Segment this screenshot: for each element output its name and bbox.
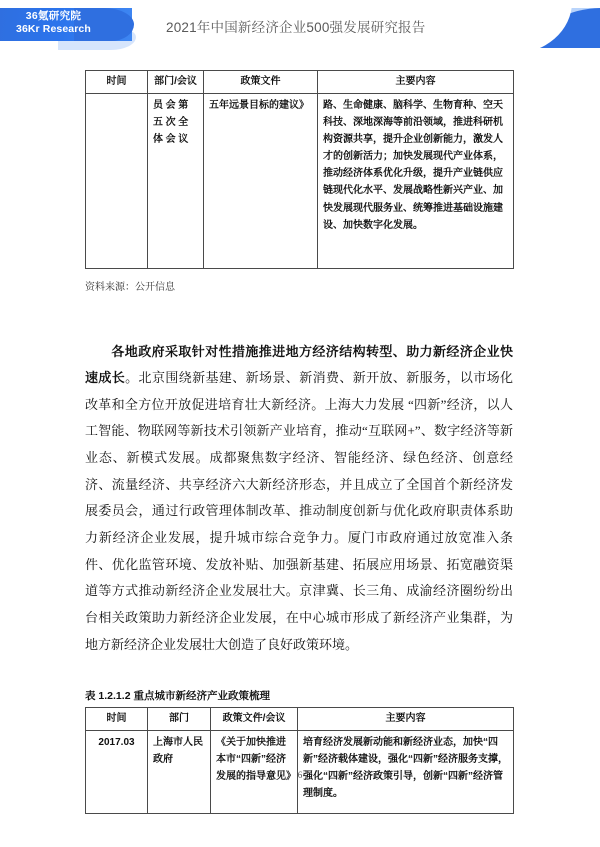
cell-department: 上海市人民政府 (148, 730, 211, 813)
table-row (86, 93, 514, 268)
table-header-row (86, 708, 514, 731)
cell-content: 路、生命健康、脑科学、生物育种、空天科技、深地深海等前沿领域，推进科研机构资源共享，提升企业创新能力，激发人才的创新活力；加快发展现代产业体系，推动经济体系优化升级，提升产业链供应链现代化水平、发展战略性新兴产业、加快发展现代服务业、统筹推进基础设施建设、加快数字化发展。 (318, 93, 514, 268)
page-number: 6 (297, 770, 303, 780)
page-header (0, 0, 600, 52)
content-column (85, 52, 513, 814)
table-caption (85, 688, 513, 703)
column-header-document: 政策文件/会议 (211, 708, 298, 731)
header-arrow-decoration (538, 6, 600, 50)
column-header-time: 时间 (86, 71, 148, 94)
source-note: 资料来源：公开信息 (85, 281, 175, 293)
table-header-row (86, 71, 514, 94)
table-caption-text: 重点城市新经济产业政策梳理 (133, 690, 271, 703)
column-header-department: 部门 (148, 708, 211, 731)
brand-logo (16, 10, 91, 36)
brand-logo-en: 36Kr Research (16, 22, 91, 35)
document-body (0, 52, 600, 814)
continued-policy-table (85, 70, 514, 269)
cell-time: 2017.03 (86, 730, 148, 813)
table-caption-number: 表 1.2.1.2 (85, 690, 131, 703)
paragraph-lead-bold: 各地政府采取针对性措施推进地方经济结构转型、助力新经济企业快速成长 (85, 343, 513, 386)
cell-content: 培育经济发展新动能和新经济业态，加快“四新”经济载体建设，强化“四新”经济服务支撑，强化“四新”经济政策引导，创新“四新”经济管理制度。 (298, 730, 514, 813)
city-policy-table (85, 707, 514, 814)
main-paragraph (85, 339, 513, 659)
brand-logo-cn: 36氪研究院 (25, 10, 82, 22)
column-header-content: 主要内容 (318, 71, 514, 94)
cell-document: 五年远景目标的建议》 (204, 93, 318, 268)
column-header-time: 时间 (86, 708, 148, 731)
column-header-department: 部门/会议 (148, 71, 204, 94)
paragraph-rest: 。北京围绕新基建、新场景、新消费、新开放、新服务，以市场化改革和全方位开放促进培育壮大新经济。上海大力发展 “四新”经济，以人工智能、物联网等新技术引领新产业培育，推动“互联网+”、数字经济等新业态、新模式发展。成都聚焦数字经济、智能经济、绿色经济、创意经济、流量经济、共享经济六大新经济形态，并且成立了全国首个新经济发展委员会，通过行政管理体制改革、推动制度创新与优化政府职责体系助力新经济企业发展，提升城市综合竞争力。厦门市政府通过放宽准入条件、优化监管环境、发放补贴、加强新基建、拓展应用场景、拓宽融资渠道等方式推动新经济企业发展壮大。京津冀、长三角、成渝经济圈纷纷出台相关政策助力新经济企业发展，在中心城市形成了新经济产业集群，为地方新经济企业发展壮大创造了良好政策环境。 (85, 370, 513, 652)
cell-department: 员会第五次全体会议 (148, 93, 204, 268)
column-header-document: 政策文件 (204, 71, 318, 94)
cell-document: 《关于加快推进本市“四新”经济发展的指导意见》 (211, 730, 298, 813)
report-title: 2021年中国新经济企业500强发展研究报告 (166, 20, 426, 35)
column-header-content: 主要内容 (298, 708, 514, 731)
cell-time (86, 93, 148, 268)
